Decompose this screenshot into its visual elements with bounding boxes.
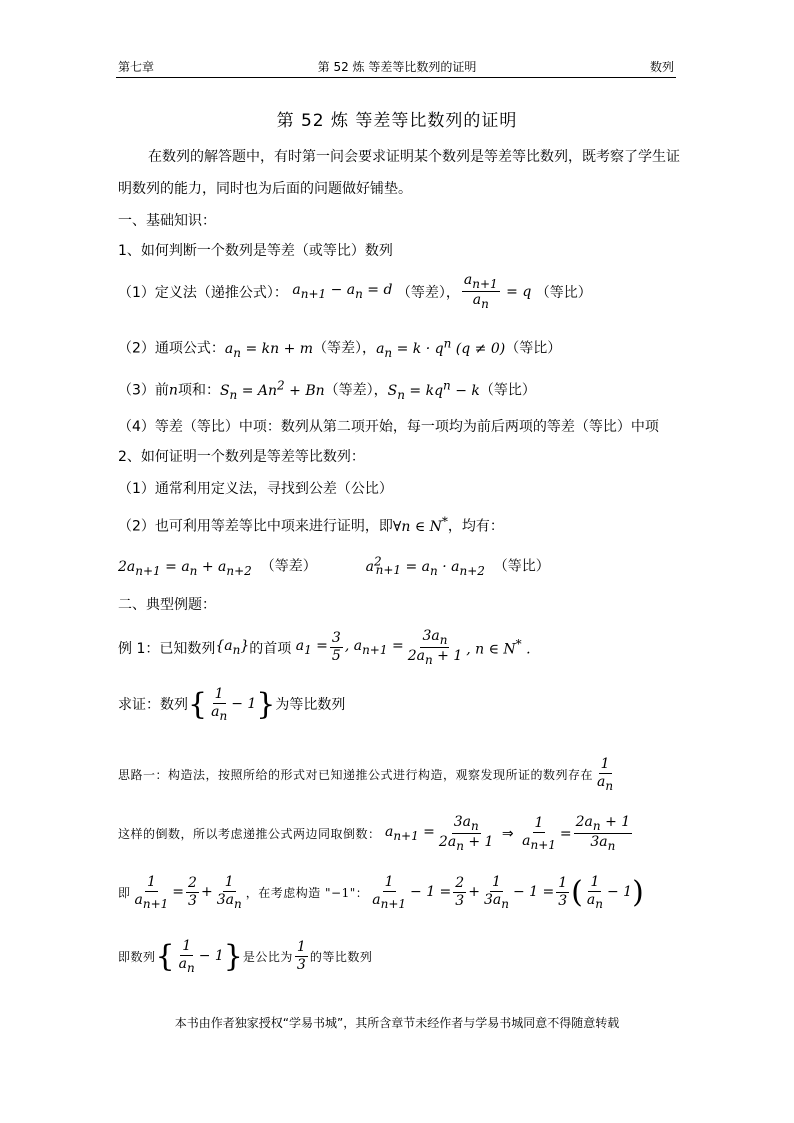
item3-label: （3）前 <box>118 382 169 399</box>
item2-arith: （等差）， <box>313 340 377 357</box>
reciprocal-fraction: $\frac{1}{a_n}$ <box>211 686 228 723</box>
idea2-text: 这样的倒数，所以考虑递推公式两边同取倒数： <box>118 827 381 842</box>
header-topic: 第 52 炼 等差等比数列的证明 <box>317 60 477 74</box>
idea1-text: 思路一：构造法，按照所给的形式对已知递推公式进行构造，观察发现所证的数列存在 <box>118 767 594 782</box>
first-term-fraction: $\frac{3}{5}$ <box>331 630 341 665</box>
ratio-fraction: $\frac{a_{n+1}}{a_n}$ <box>463 272 498 311</box>
intro-line-2: 明数列的能力，同时也为后面的问题做好铺垫。 <box>118 181 412 197</box>
question-1: 1、如何判断一个数列是等差（或等比）数列 <box>118 243 393 259</box>
item-general-term <box>118 336 561 359</box>
prove-statement: 求证：数列 { $\frac{1}{a_n}$ − 1 } 为等比数列 <box>118 686 346 723</box>
idea4-text-c: 的等比数列 <box>309 949 373 964</box>
sequence-symbol: $\{a_n\}$ <box>215 638 250 658</box>
idea-line-4: 即数列 { $\frac{1}{a_n}$ − 1 } 是公比为 $\frac{1}{3}$ 的等比数列 <box>118 938 373 975</box>
middle-term-formulas <box>118 554 550 577</box>
recurrence-formula: $a_{n+1} - a_n = d$ <box>287 282 397 302</box>
idea4-text-b: 是公比为 <box>242 949 293 964</box>
page-title: 第 52 炼 等差等比数列的证明 <box>276 111 518 131</box>
sum-geo-formula: $S_n = kq^n - k$ <box>387 378 480 402</box>
idea-line-2: 这样的倒数，所以考虑递推公式两边同取倒数： $a_{n+1}$ = $\frac{3a_n}{2a_n + 1}$ ⇒ $\frac{1}{a_{n+1}}$ = $\frac{2a_n + 1}{3a_n}$ <box>118 814 631 853</box>
forall-formula: ∀n ∈ N* <box>392 514 448 535</box>
idea-line-1 <box>118 756 617 793</box>
general-geo-formula: $a_n = k \cdot q^n$ (q ≠ 0) <box>376 336 506 360</box>
mid-geo-label: （等比） <box>493 558 550 575</box>
general-arith-formula: $a_n$ = kn + m <box>224 340 314 360</box>
sum-arith-formula: $S_n = An^2 + Bn$ <box>219 378 325 402</box>
item2-label: （2）通项公式： <box>118 340 225 357</box>
ex1-text-a: 例 1：已知数列 <box>118 640 216 657</box>
geo-middle-formula: $a^2_{n+1} = a_n \cdot a_{n+2}$ <box>365 554 485 578</box>
recurrence-fraction: $\frac{3a_n}{2a_n + 1}$ <box>407 628 463 667</box>
arith-middle-formula: $2a_{n+1} = a_n + a_{n+2}$ <box>118 558 252 578</box>
mid-arith-label: （等差） <box>260 558 317 575</box>
item1-arith: （等差）， <box>396 284 460 301</box>
copyright-footer: 本书由作者独家授权“学易书城”，其所含章节未经作者与学易书城同意不得随意转载 <box>174 1016 620 1030</box>
item-definition: （1）定义法（递推公式）： $a_{n+1} - a_n = d$ （等差）， $\frac{a_{n+1}}{a_n}$ = q （等比） <box>118 272 592 311</box>
idea3-text-a: 即 <box>118 885 131 900</box>
ex1-text-b: 的首项 <box>249 640 292 657</box>
section1-heading: 一、基础知识： <box>118 213 216 229</box>
proof-method-1: （1）通常利用定义法，寻找到公差（公比） <box>118 481 393 497</box>
example-1: 例 1：已知数列 $\{a_n\}$ 的首项 $a_1$ = $\frac{3}{5}$ , $a_{n+1}$ = $\frac{3a_n}{2a_n + 1}$ , n ∈ N* . <box>118 628 531 667</box>
idea2-fraction-3: $\frac{2a_n + 1}{3a_n}$ <box>575 814 631 853</box>
idea2-fraction-2: $\frac{1}{a_{n+1}}$ <box>522 815 556 852</box>
idea-line-3: 即 $\frac{1}{a_{n+1}}$ = $\frac{2}{3}$ + $\frac{1}{3a_n}$ ，在考虑构造 "−1"： $\frac{1}{a_{n+1}}$ − 1 = $\frac{2}{3}$ + $\frac{1}{3a_n}$ − 1 = $\frac{1}{3}$ ( $\frac{1}{a_n}$ − 1 ) <box>118 874 644 911</box>
section2-heading: 二、典型例题： <box>118 597 216 613</box>
item3-geo: （等比） <box>479 382 536 399</box>
p2-text-b: ，均有： <box>447 518 504 535</box>
prove-text-a: 求证：数列 <box>118 697 188 714</box>
header-subject: 数列 <box>650 60 675 74</box>
idea2-fraction-1: $\frac{3a_n}{2a_n + 1}$ <box>438 814 494 853</box>
header-chapter: 第七章 <box>118 60 155 74</box>
idea4-text-a: 即数列 <box>118 949 156 964</box>
item3-arith: （等差）， <box>324 382 388 399</box>
idea1-fraction: $\frac{1}{a_n}$ <box>597 756 614 793</box>
item2-geo: （等比） <box>505 340 562 357</box>
item-partial-sum: （3）前n项和：$S_n = An^2 + Bn$（等差），$S_n = kq^n - k$（等比） <box>118 378 536 402</box>
p2-text-a: （2）也可利用等差等比中项来进行证明，即 <box>118 518 393 535</box>
header-rule <box>116 77 676 78</box>
prove-text-b: 为等比数列 <box>275 697 346 714</box>
question-2: 2、如何证明一个数列是等差等比数列： <box>118 449 365 465</box>
proof-method-2 <box>118 514 504 536</box>
item3-label2: 项和： <box>177 382 220 399</box>
intro-line-1: 在数列的解答题中，有时第一问会要求证明某个数列是等差等比数列，既考察了学生证 <box>148 149 680 165</box>
item1-geo: （等比） <box>535 284 592 301</box>
idea3-text-b: ，在考虑构造 "−1"： <box>245 885 369 900</box>
item1-label: （1）定义法（递推公式）： <box>118 284 288 301</box>
item-middle-term: （4）等差（等比）中项：数列从第二项开始，每一项均为前后两项的等差（等比）中项 <box>118 419 659 435</box>
